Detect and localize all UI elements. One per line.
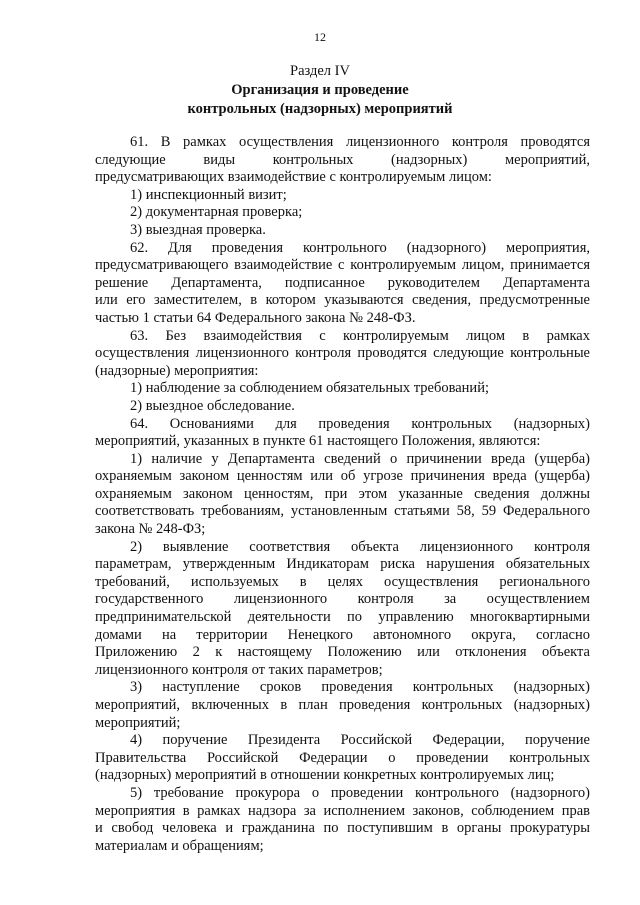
- text-line: закона № 248-ФЗ;: [95, 521, 206, 538]
- text-line: решение Департамента, подписанное руководителем Департамента: [95, 274, 590, 291]
- text-line: охраняемым законом ценностям или об угрозе причинения вреда (ущерба): [95, 468, 590, 485]
- text-line: требований, используемых в целях осуществления регионального: [95, 573, 590, 590]
- text-line: 4) поручение Президента Российской Федерации, поручение: [130, 732, 590, 749]
- text-line: предусматривающего взаимодействие с контролируемым лицом, принимается: [95, 257, 590, 274]
- text-line: 1) инспекционный визит;: [130, 186, 287, 203]
- text-line: материалам и обращениям;: [95, 837, 264, 854]
- text-line: 3) наступление сроков проведения контрольных (надзорных): [130, 679, 590, 696]
- section-heading: Раздел IV: [290, 63, 350, 79]
- text-line: лицензионного контроля от таких параметров;: [95, 661, 383, 678]
- text-line: 1) наблюдение за соблюдением обязательных требований;: [130, 380, 489, 397]
- section-title-line-1: Организация и проведение: [231, 82, 409, 98]
- text-line: 61. В рамках осуществления лицензионного контроля проводятся: [130, 134, 590, 150]
- text-line: домами на территории Ненецкого автономного округа, согласно: [95, 626, 590, 643]
- text-line: предпринимательской деятельности по управлению многоквартирными: [95, 609, 590, 626]
- text-line: и свобод человека и гражданина по поступившим в органы прокуратуры: [95, 820, 590, 837]
- text-line: следующие виды контрольных (надзорных) мероприятий,: [95, 151, 590, 168]
- text-line: 3) выездная проверка.: [130, 221, 266, 238]
- text-line: (надзорных) мероприятий в отношении конкретных контролируемых лиц;: [95, 767, 555, 784]
- text-line: 62. Для проведения контрольного (надзорного) мероприятия,: [130, 239, 590, 256]
- text-line: или его заместителем, в котором указываются сведения, предусмотренные: [95, 292, 590, 309]
- text-line: осуществления лицензионного контроля проводятся следующие контрольные: [95, 345, 590, 362]
- text-line: 64. Основаниями для проведения контрольных (надзорных): [130, 415, 590, 432]
- page-number: 12: [314, 30, 326, 44]
- text-line: 1) наличие у Департамента сведений о причинении вреда (ущерба): [130, 450, 590, 467]
- text-line: мероприятий;: [95, 714, 181, 731]
- text-line: охраняемым законом ценностям, при этом указанные сведения должны: [95, 485, 590, 502]
- text-line: 63. Без взаимодействия с контролируемым лицом в рамках: [130, 327, 590, 344]
- document-body: [95, 134, 590, 855]
- text-line: 5) требование прокурора о проведении контрольного (надзорного): [130, 784, 590, 801]
- text-line: 2) документарная проверка;: [130, 204, 303, 221]
- text-line: предусматривающих взаимодействие с контролируемым лицом:: [95, 169, 492, 186]
- text-line: (надзорные) мероприятия:: [95, 362, 259, 379]
- text-line: соответствовать требованиям, установленным статьями 58, 59 Федерального: [95, 503, 590, 520]
- text-line: 2) выездное обследование.: [130, 397, 295, 414]
- text-line: параметрам, утвержденным Индикаторам риска нарушения обязательных: [95, 556, 590, 573]
- text-line: мероприятий, указанных в пункте 61 настоящего Положения, являются:: [95, 433, 541, 450]
- text-line: мероприятий, включенных в план проведения контрольных (надзорных): [95, 697, 590, 713]
- text-line: частью 1 статьи 64 Федерального закона № 248-ФЗ.: [95, 309, 416, 326]
- text-line: государственного лицензионного контроля за осуществлением: [95, 591, 590, 608]
- text-line: 2) выявление соответствия объекта лицензионного контроля: [130, 538, 590, 555]
- section-title-line-2: контрольных (надзорных) мероприятий: [187, 101, 453, 117]
- text-line: мероприятия в рамках надзора за исполнением законов, соблюдением прав: [95, 802, 590, 819]
- text-line: Приложению 2 к настоящему Положению или отклонения объекта: [95, 644, 590, 661]
- text-line: Правительства Российской Федерации о проведении контрольных: [95, 749, 590, 766]
